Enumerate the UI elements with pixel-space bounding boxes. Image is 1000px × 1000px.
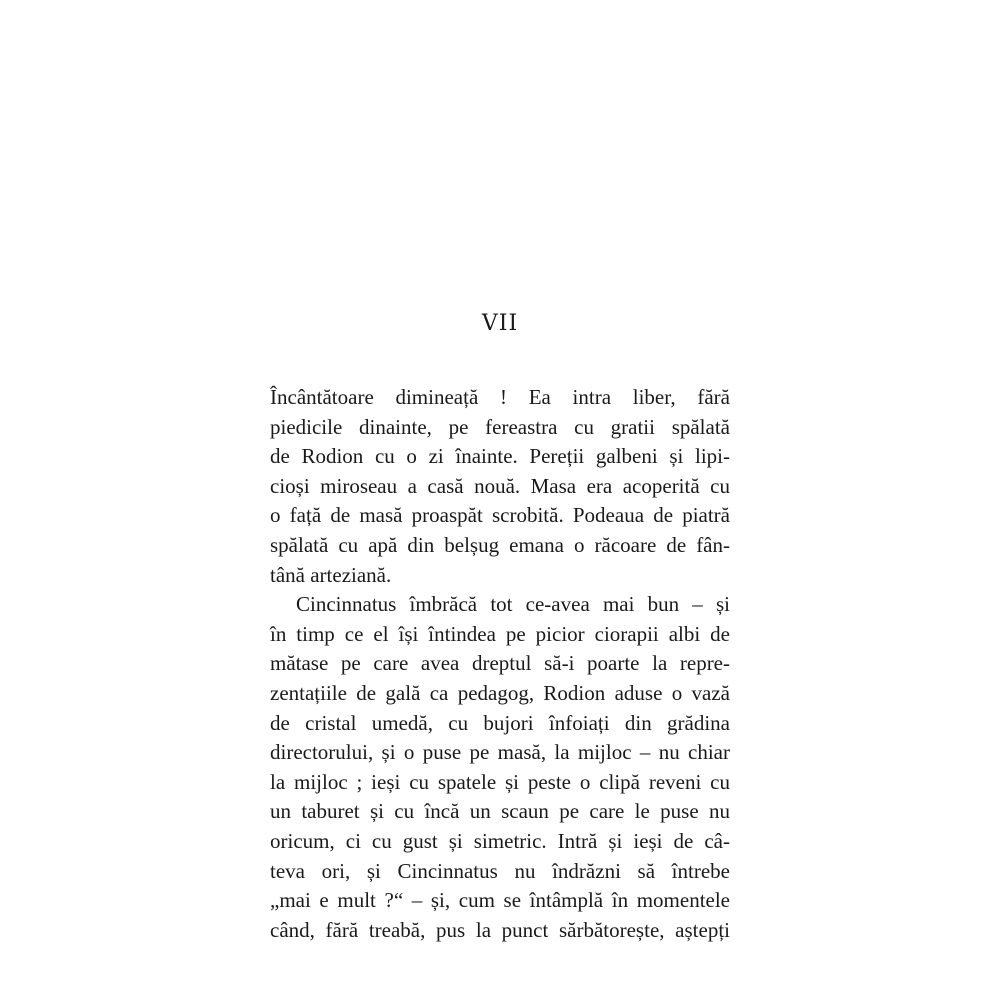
text-line: de Rodion cu o zi înainte. Pereții galbeni și lipi-	[270, 444, 730, 469]
text-line: tână arteziană.	[270, 562, 392, 587]
text-line: Cincinnatus îmbrăcă tot ce-avea mai bun – și	[296, 592, 730, 617]
text-line: mătase pe care avea dreptul să-i poarte la repre-	[270, 651, 730, 676]
body-text	[270, 383, 730, 945]
text-line: oricum, ci cu gust și simetric. Intră și ieși de câ-	[270, 828, 730, 853]
text-line: Încântătoare dimineață ! Ea intra liber, fără	[270, 385, 730, 409]
text-line: o față de masă proaspăt scrobită. Podeaua de piatră	[270, 503, 730, 528]
text-line: zentațiile de gală ca pedagog, Rodion aduse o vază	[270, 680, 730, 705]
text-line: un taburet și cu încă un scaun pe care le puse nu	[270, 799, 730, 824]
text-line: teva ori, și Cincinnatus nu îndrăzni să întrebe	[270, 858, 730, 883]
text-line: la mijloc ; ieși cu spatele și peste o clipă reveni cu	[270, 769, 730, 794]
text-line: piedicile dinainte, pe fereastra cu gratii spălată	[270, 414, 730, 439]
text-line: cioși miroseau a casă nouă. Masa era acoperită cu	[270, 473, 730, 498]
text-line: directorului, și o puse pe masă, la mijloc – nu chiar	[270, 740, 730, 765]
chapter-heading: VII	[481, 311, 519, 336]
text-line: când, fără treabă, pus la punct sărbătorește, aștepți	[270, 917, 730, 942]
text-line: de cristal umedă, cu bujori înfoiați din grădina	[270, 710, 730, 735]
text-line: în timp ce el își întindea pe picior ciorapii albi de	[270, 621, 730, 646]
text-line: spălată cu apă din belșug emana o răcoare de fân-	[270, 532, 730, 557]
text-line: „mai e mult ?“ – și, cum se întâmplă în momentele	[270, 888, 730, 913]
